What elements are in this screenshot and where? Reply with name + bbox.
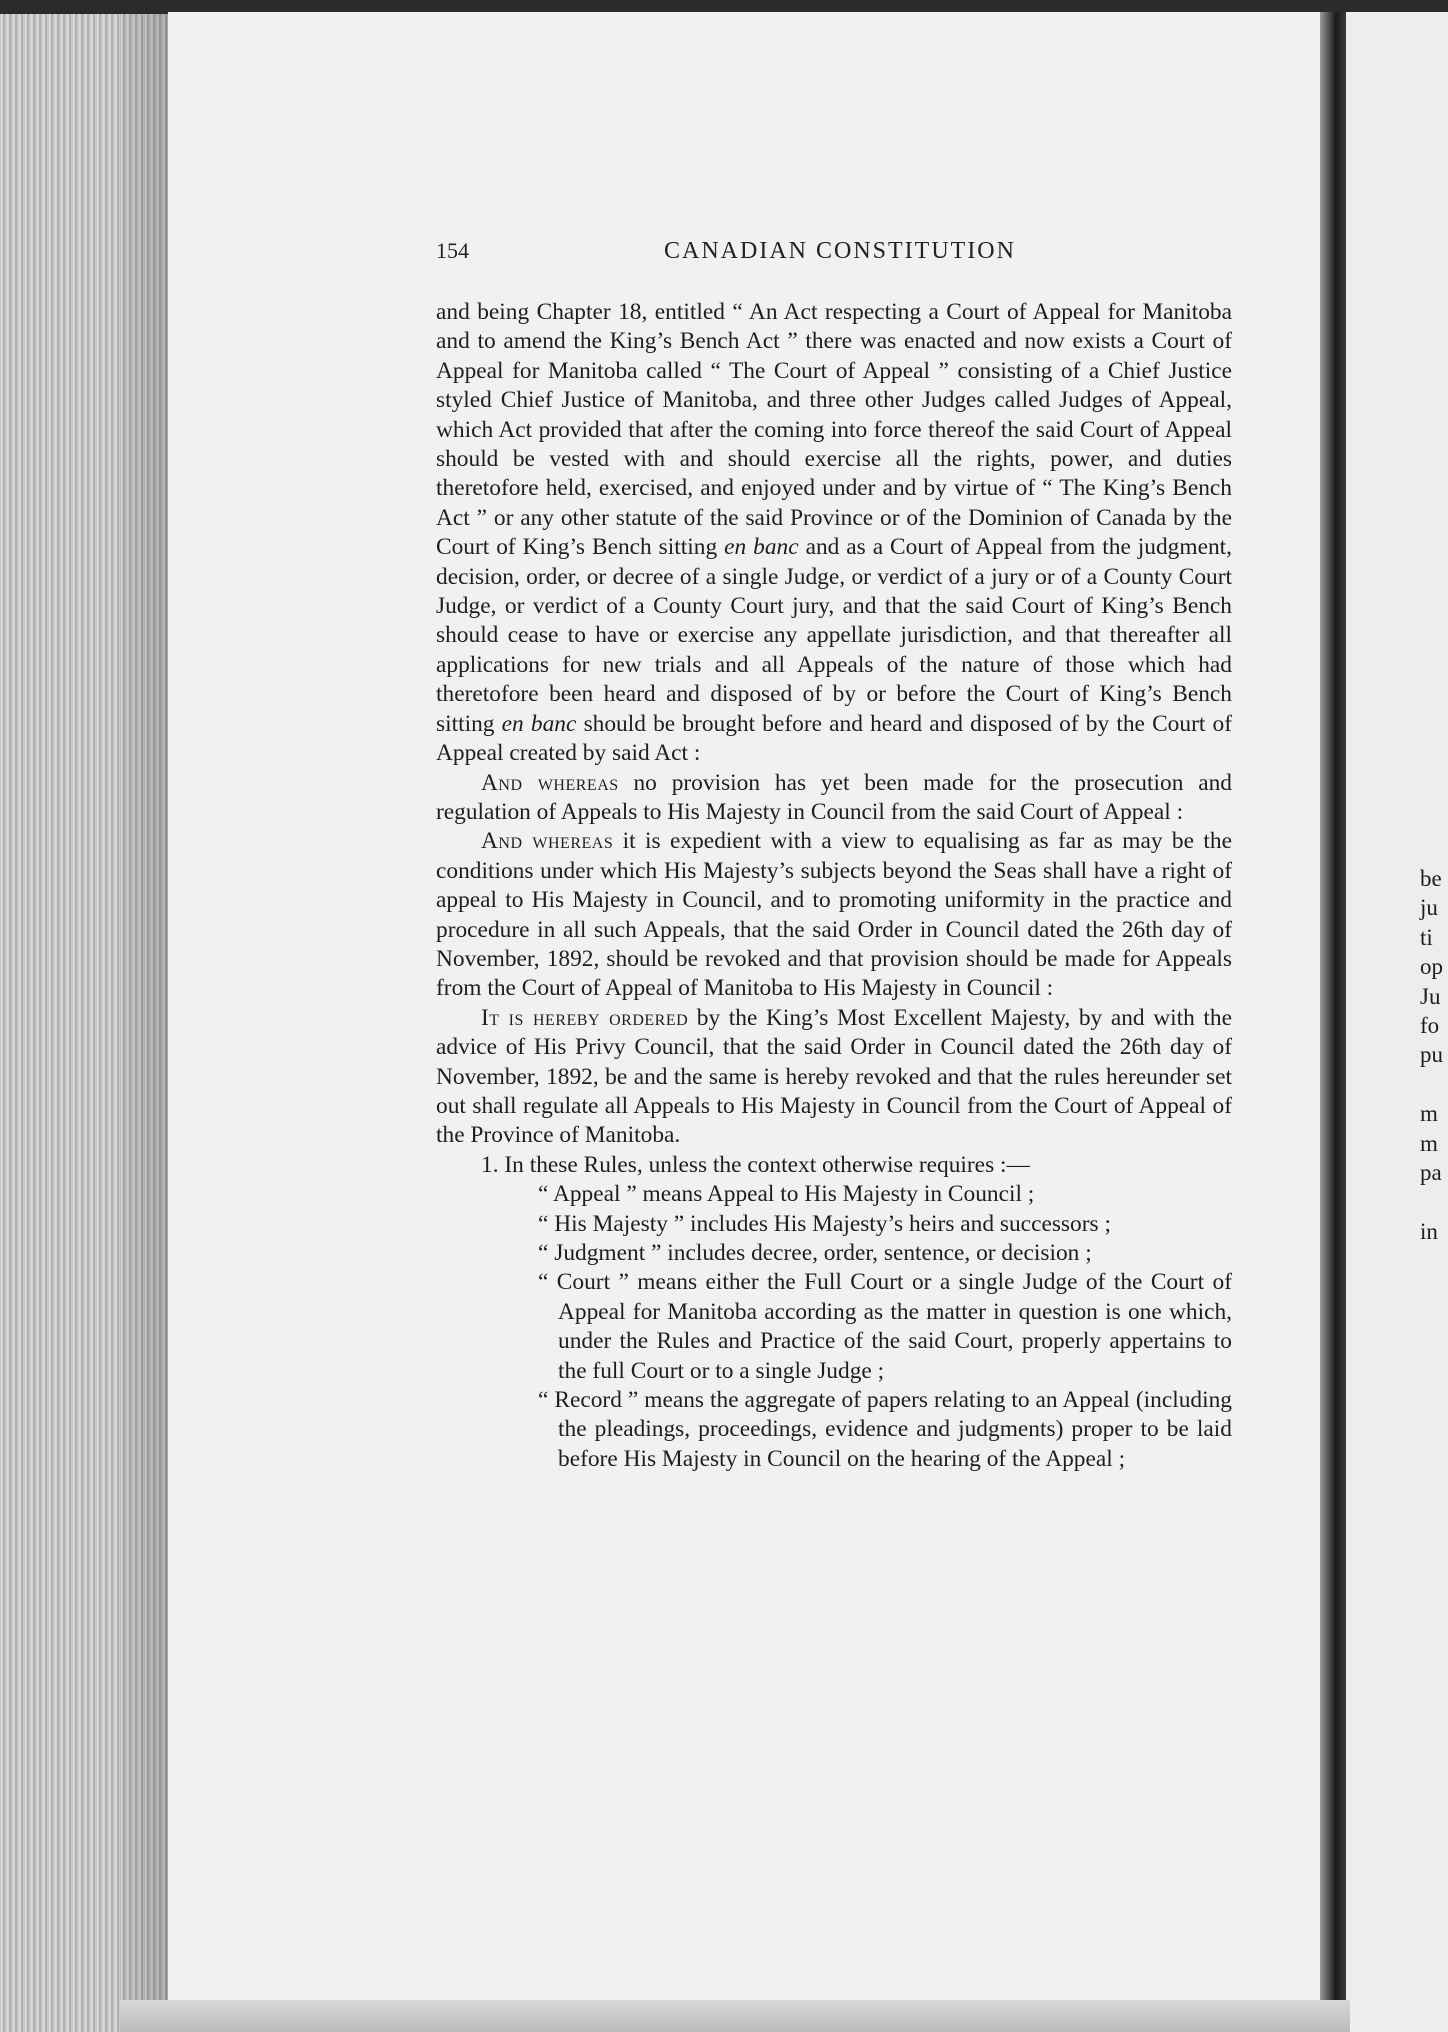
fragment: m (1420, 1130, 1438, 1156)
paragraph-4-lead: It is hereby ordered (481, 1004, 689, 1031)
rule-1-intro: 1. In these Rules, unless the context otherwise requires :— (481, 1151, 1030, 1178)
latin-term: en banc (724, 534, 799, 561)
fragment: be (1420, 866, 1442, 891)
page-header (436, 238, 1236, 278)
paragraph-3 (436, 827, 1232, 1003)
definition-his-majesty: “ His Majesty ” includes His Majesty’s heirs and successors ; (538, 1210, 1111, 1237)
body-text (436, 298, 1232, 1474)
fragment: ti (1420, 924, 1433, 950)
bottom-page-edge (120, 2000, 1350, 2032)
fragment: fo (1420, 1012, 1440, 1038)
paragraph-2 (436, 769, 1232, 828)
edges-shadow (120, 0, 168, 2032)
fragment: ju (1420, 895, 1438, 921)
running-title: CANADIAN CONSTITUTION (664, 238, 1016, 264)
fragment: Ju (1420, 983, 1441, 1009)
book-gutter (1320, 12, 1346, 2022)
spacer (1420, 1187, 1443, 1216)
page-number: 154 (436, 238, 469, 263)
paragraph-1 (436, 298, 1232, 769)
paragraph-2-text: no provision has yet been made for the prosecution and regulation of Appeals to His Majesty in Council from the said Court of Appeal : (436, 769, 1232, 825)
paragraph-4-text: by the King’s Most Excellent Majesty, by and with the advice of His Privy Council, that the said Order in Council dated the 26th day of November, 1892, be and the same is hereby revoked and that the rules hereunder set out shall regulate all Appeals to His Majesty in Council from the Court of Appeal of the Province of Manitoba. (436, 1004, 1232, 1149)
definition-record: “ Record ” means the aggregate of papers relating to an Appeal (including the pleadings, proceedings, evidence and judgments) proper to be laid before His Majesty in Council on the hearing of the Appeal ; (538, 1387, 1232, 1472)
fragment: m (1420, 1101, 1438, 1127)
paragraph-2-lead: And whereas (481, 769, 619, 796)
paragraph-3-lead: And whereas (481, 828, 614, 855)
paragraph-3-text: it is expedient with a view to equalising as far as may be the conditions under which His Majesty’s subjects beyond the Seas shall have a right of appeal to His Majesty in Council, and to promoting uniformity in the practice and procedure in all such Appeals, that the said Order in Council dated the 26th day of November, 1892, should be revoked and that provision should be made for Appeals from the Court of Appeal of Manitoba to His Majesty in Council : (436, 828, 1232, 1002)
definition-appeal: “ Appeal ” means Appeal to His Majesty in Council ; (538, 1181, 1035, 1208)
facing-page-fragments (1420, 864, 1443, 1246)
paragraph-1-part-c: should be brought before and heard and disposed of by the Court of Appeal created by said Act : (436, 710, 1233, 767)
fragment: pu (1420, 1042, 1443, 1068)
fragment: op (1420, 954, 1443, 980)
latin-term-2: en banc (501, 710, 577, 737)
spacer (1420, 1070, 1443, 1099)
fragment: in (1420, 1218, 1438, 1244)
paragraph-4 (436, 1004, 1232, 1151)
definition-court: “ Court ” means either the Full Court or a single Judge of the Court of Appeal for Manitoba according as the matter in question is one which, under the Rules and Practice of the said Court, properly appertains to the full Court or to a single Judge ; (538, 1269, 1232, 1384)
paragraph-1-part-a: and being Chapter 18, entitled “ An Act respecting a Court of Appeal for Manitoba and to amend the King’s Bench Act ” there was enacted and now exists a Court of Appeal for Manitoba called “ The Court of Appeal ” consisting of a Chief Justice styled Chief Justice of Manitoba, and three other Judges called Judges of Appeal, which Act provided that after the coming into force thereof the said Court of Appeal should be vested with and should exercise all the rights, power, and duties theretofore held, exercised, and enjoyed under and by virtue of “ The King’s Bench Act ” or any other statute of the said Province or of the Dominion of Canada by the Court of King’s Bench sitting (436, 299, 1232, 561)
paragraph-1-part-b: and as a Court of Appeal from the judgment, decision, order, or decree of a single Judge, or verdict of a jury or of a County Court Judge, or verdict of a County Court jury, and that the said Court of King’s Bench should cease to have or exercise any appellate jurisdiction, and that thereafter all applications for new trials and all Appeals of the nature of those which had theretofore been heard and disposed of by or before the Court of King’s Bench sitting (436, 534, 1232, 737)
definition-judgment: “ Judgment ” includes decree, order, sentence, or decision ; (538, 1240, 1092, 1266)
fragment: pa (1420, 1159, 1442, 1185)
